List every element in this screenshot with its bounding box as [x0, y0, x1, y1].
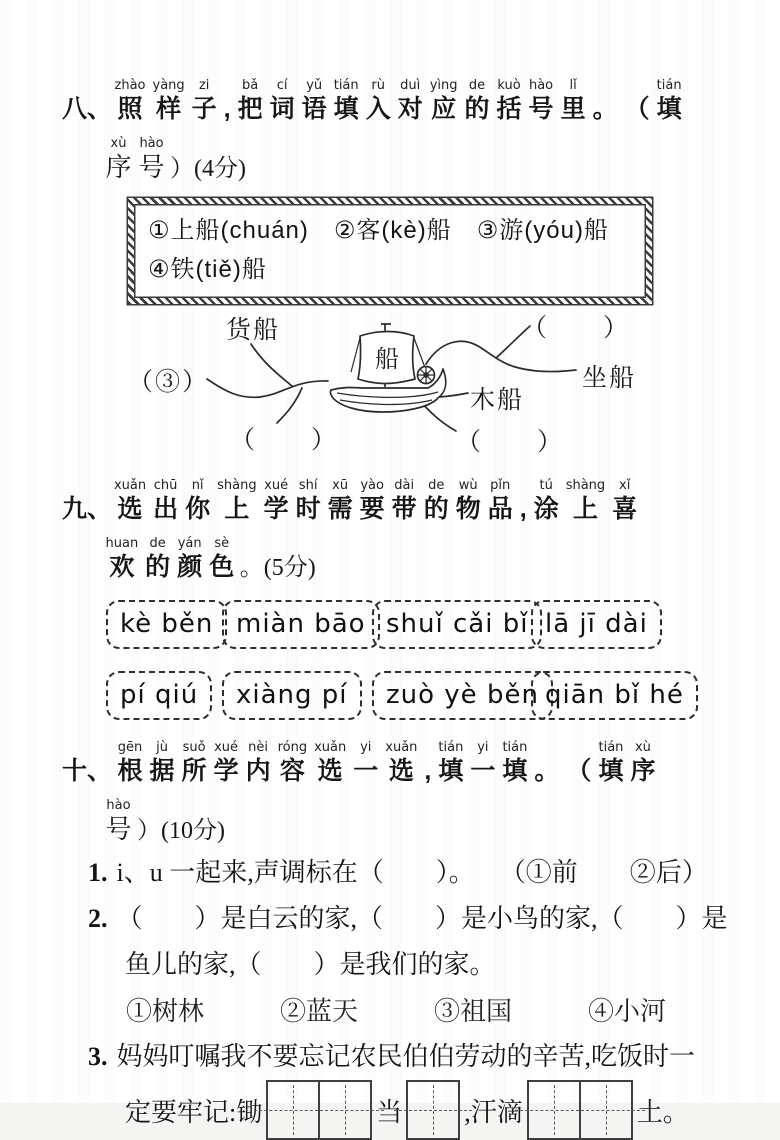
writing-grid-box: [579, 1080, 633, 1140]
section8-subtitle: [62, 136, 718, 182]
question-1-text: i、u 一起来,声调标在（ ）。: [116, 858, 475, 888]
diagram-label-wood-ship: 木船: [470, 387, 525, 415]
section8-title: [62, 78, 718, 122]
word-card: lā jī dài: [531, 600, 662, 649]
writing-grid-group: [527, 1080, 633, 1140]
question-3-suffix: 土。: [636, 1097, 689, 1127]
boat-sail-character: 船: [375, 347, 399, 374]
diagram-blank-top-right: （ ）: [522, 315, 631, 343]
question-3-mid1: 当: [376, 1097, 403, 1127]
question-2-option: ②蓝天: [280, 997, 359, 1027]
question-3-prefix: 定要牢记:锄: [125, 1097, 263, 1127]
section8-points: ）(4分): [170, 156, 247, 183]
question-2-number: 2.: [88, 903, 108, 933]
question-1: [88, 856, 718, 890]
section8-title-text: 照zhào样yàng子zi, 把bǎ词cí语yǔ填tián入rù对duì应yìng的de括kuò号hào里lǐ。 （ 填tián: [114, 78, 682, 123]
section10-subtitle-text: 号hào: [105, 797, 132, 844]
section9-subtitle-text: 欢huan的de颜yán色sè: [105, 536, 235, 582]
writing-grid-box: [527, 1080, 581, 1140]
section8-matching-diagram: [88, 312, 744, 464]
question-2-options: [126, 991, 718, 1028]
question-3-line1: 妈妈叮嘱我不要忘记农民伯伯劳动的辛苦,吃饭时一: [116, 1042, 696, 1072]
question-2-line1: （ ）是白云的家,（ ）是小鸟的家,（ ）是: [116, 903, 728, 933]
section10-title: [62, 740, 718, 784]
writing-grid-group: [406, 1080, 460, 1140]
question-2-option: ③祖国: [434, 997, 513, 1027]
diagram-blank-left-answer: （③）: [128, 369, 210, 397]
section10-subtitle: [62, 798, 718, 844]
question-3: [88, 1040, 718, 1074]
boat-illustration: [330, 324, 445, 412]
question-2-line2: 鱼儿的家,（ ）是我们的家。: [125, 949, 496, 979]
section8-word-bank: [128, 198, 652, 304]
section8-subtitle-text: 序xù号hào: [105, 136, 165, 183]
section9-title: [62, 478, 718, 522]
section9-word-cards: [106, 600, 712, 720]
question-2: [88, 902, 728, 936]
diagram-label-sit-ship: 坐船: [582, 365, 637, 393]
section9-number: 九、: [62, 495, 113, 524]
question-3-mid2: ,汗滴: [464, 1097, 523, 1127]
diagram-blank-bottom-right: （ ）: [456, 429, 565, 457]
writing-grid-box: [406, 1080, 460, 1140]
section10-points: ）(10分): [137, 817, 225, 844]
word-card: xiàng pí: [222, 671, 362, 720]
section10-number: 十、: [62, 756, 113, 785]
section9-title-text: 选xuǎn出chū你nǐ上shàng学xué时shí需xū要yào带dài的de物wù品pǐn, 涂tú上shàng喜xǐ: [113, 478, 638, 524]
section9-subtitle: [62, 536, 718, 581]
diagram-label-cargo-ship: 货船: [226, 317, 281, 345]
writing-grid-box: [266, 1080, 320, 1140]
word-card: kè běn: [106, 600, 227, 649]
section8-number: 八、: [62, 95, 113, 123]
question-2-option: ④小河: [588, 997, 667, 1027]
diagram-blank-bottom-left: （ ）: [230, 427, 339, 455]
word-card: miàn bāo: [222, 600, 380, 649]
question-2-option: ①树林: [126, 997, 205, 1027]
word-bank-line2: ④铁(tiě)船: [148, 255, 267, 283]
word-card: qiān bǐ hé: [531, 671, 698, 720]
word-card: shuǐ cǎi bǐ: [372, 600, 542, 649]
word-card: zuò yè běn: [372, 671, 553, 720]
writing-grid-group: [266, 1080, 372, 1140]
writing-grid-box: [318, 1080, 372, 1140]
section10-title-text: 根gēn据jù所suǒ学xué内nèi容róng选xuǎn一yi选xuǎn, 填tián一yi填tián。 （ 填tián序xù: [117, 739, 656, 785]
question-3-number: 3.: [88, 1042, 108, 1072]
question-3-fill-line: [88, 1080, 718, 1140]
question-1-number: 1.: [88, 858, 108, 888]
word-card: pí qiú: [106, 671, 212, 720]
question-1-options: （①前 ②后）: [512, 858, 708, 888]
section9-points: 。(5分): [239, 555, 316, 582]
word-bank-line1: ①上船(chuán) ②客(kè)船 ③游(yóu)船: [148, 217, 609, 245]
